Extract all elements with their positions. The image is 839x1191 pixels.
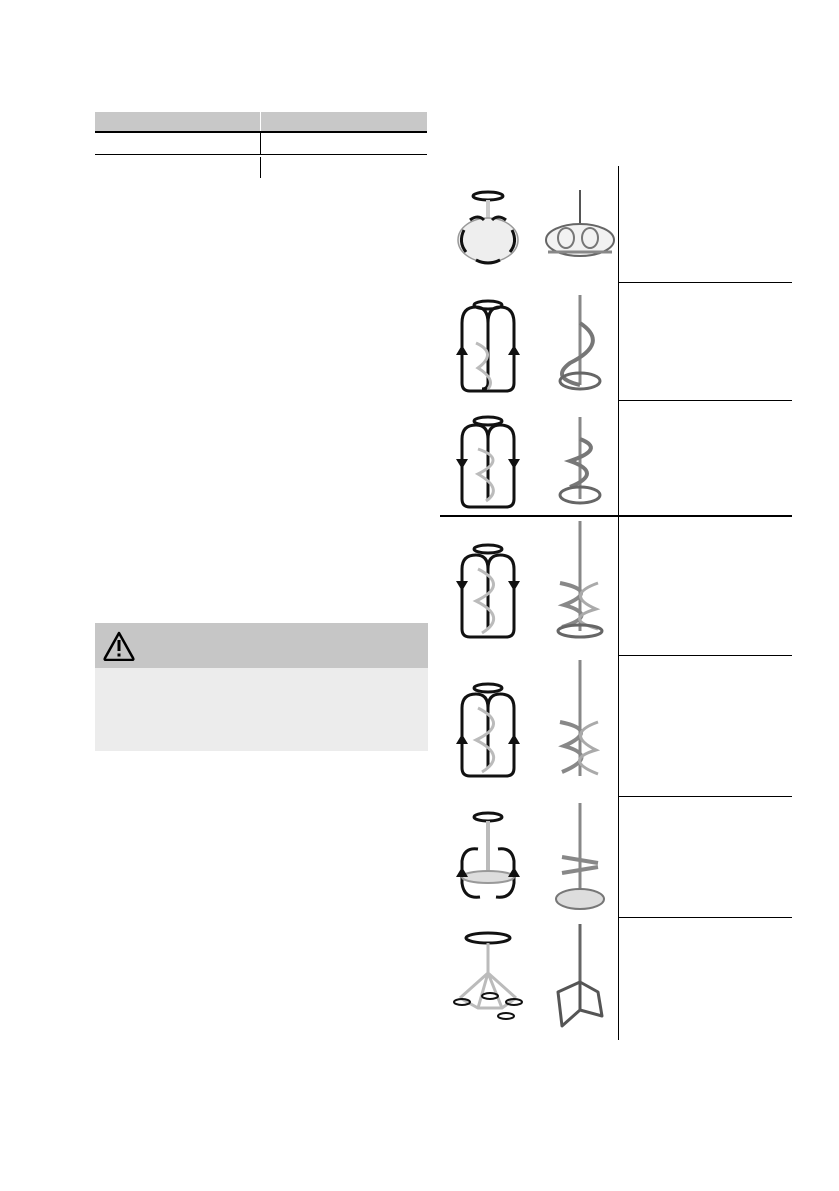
mixing-flow-icon [448, 293, 528, 393]
disk-paddle-icon [540, 801, 620, 917]
paddle-row [440, 283, 792, 400]
table-cell [95, 133, 261, 154]
mixing-flow-icon [448, 928, 528, 1028]
mixing-flow-icon [448, 539, 528, 639]
paddle-row [440, 656, 792, 796]
paddle-table [440, 166, 792, 1040]
spiral-paddle-icon [540, 658, 620, 786]
mixing-flow-icon [448, 180, 528, 280]
table-row [95, 133, 427, 155]
spiral-paddle-icon [540, 519, 620, 641]
spec-table-header-cell [95, 112, 261, 131]
warning-header [95, 623, 428, 668]
mixing-flow-icon [448, 807, 528, 907]
paddle-row [440, 797, 792, 917]
spec-table-header [95, 112, 427, 133]
mixing-flow-icon [448, 409, 528, 509]
table-divider [260, 157, 261, 178]
paddle-row [440, 401, 792, 515]
mixing-flow-icon [448, 678, 528, 778]
spec-table [95, 112, 427, 155]
helix-paddle-icon [540, 409, 620, 509]
paddle-row [440, 517, 792, 655]
helix-paddle-icon [540, 293, 620, 393]
warning-triangle-icon [103, 631, 135, 661]
basket-paddle-icon [540, 180, 620, 280]
frame-paddle-icon [540, 922, 620, 1038]
warning-text [95, 668, 428, 751]
paddle-row [440, 166, 792, 282]
paddle-row [440, 918, 792, 1040]
warning-box [95, 623, 428, 751]
